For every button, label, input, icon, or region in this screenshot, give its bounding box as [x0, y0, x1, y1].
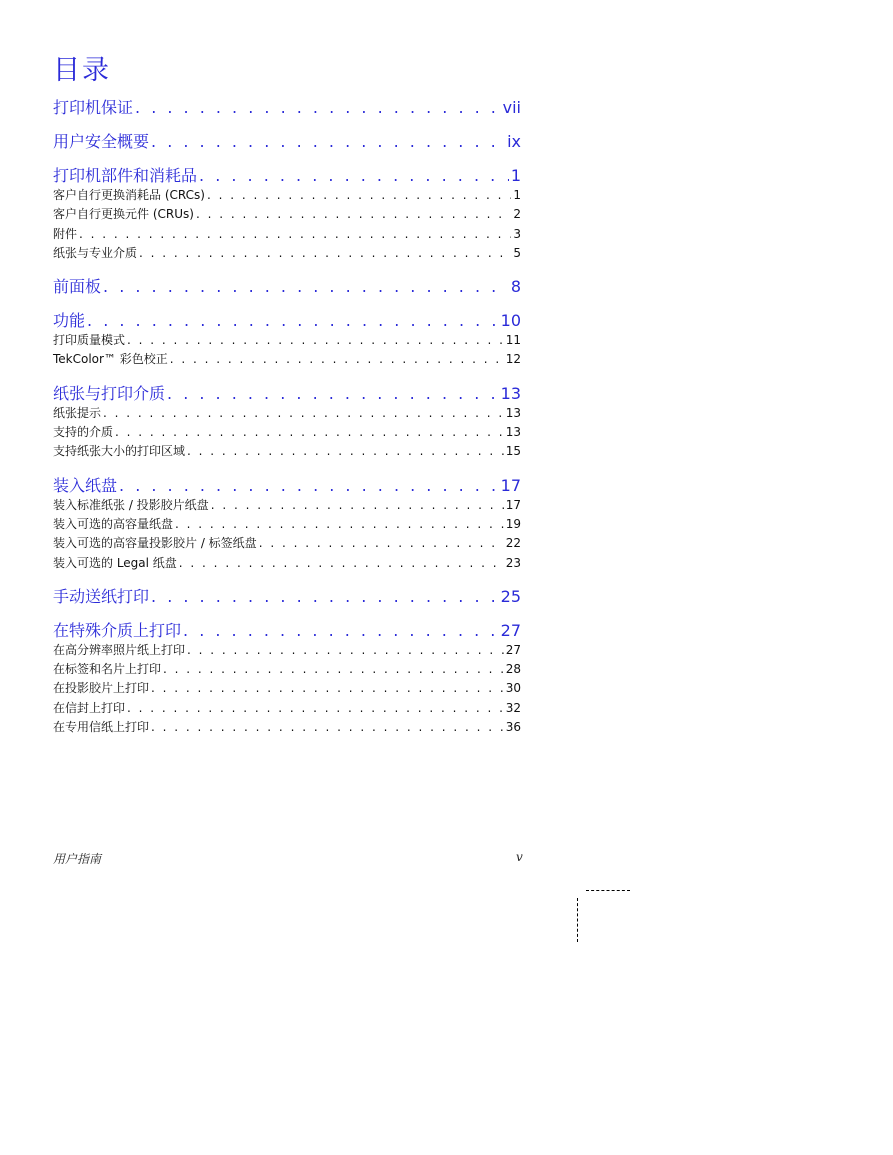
toc-subentry[interactable] [53, 660, 521, 679]
toc-section [53, 152, 521, 263]
chapter-page-number: 13 [500, 383, 521, 403]
dot-leader [167, 384, 499, 404]
subentry-label: 在投影胶片上打印 [53, 681, 150, 696]
subentry-label: 支持纸张大小的打印区域 [53, 444, 186, 459]
toc-subentry[interactable] [53, 641, 521, 660]
toc-subentry[interactable] [53, 350, 521, 369]
toc-subentry[interactable] [53, 496, 521, 515]
footer-page-number: v [516, 850, 523, 864]
toc-subentry[interactable] [53, 186, 521, 205]
dot-leader [259, 534, 504, 553]
dot-leader [207, 186, 511, 205]
subentry-label: 在标签和名片上打印 [53, 662, 162, 677]
toc-subentry[interactable] [53, 679, 521, 698]
toc-chapter-entry[interactable] [53, 311, 521, 331]
subentry-label: 纸张提示 [53, 405, 102, 420]
toc-chapter-entry[interactable] [53, 587, 521, 607]
subentry-page-number: 13 [505, 425, 521, 440]
subentry-label: 在高分辨率照片纸上打印 [53, 642, 186, 657]
toc-section [53, 297, 521, 370]
subentry-label: 装入可选的高容量投影胶片 / 标签纸盘 [53, 536, 257, 551]
subentry-label: 在信封上打印 [53, 700, 126, 715]
subentry-page-number: 32 [505, 700, 521, 715]
subentry-page-number: 28 [505, 662, 521, 677]
chapter-page-number: 8 [510, 277, 521, 297]
dot-leader [175, 515, 504, 534]
chapter-title: 在特殊介质上打印 [53, 620, 182, 640]
subentry-label: 附件 [53, 226, 78, 241]
chapter-title: 前面板 [53, 277, 102, 297]
toc-subentry[interactable] [53, 225, 521, 244]
subentry-page-number: 3 [513, 226, 521, 241]
crop-mark-vertical [577, 898, 578, 942]
dot-leader [115, 423, 504, 442]
subentry-page-number: 36 [505, 720, 521, 735]
toc-chapter-entry[interactable] [53, 98, 521, 118]
page-title: 目录 [53, 55, 111, 86]
subentry-label: 装入标准纸张 / 投影胶片纸盘 [53, 497, 209, 512]
dot-leader [151, 132, 505, 152]
dot-leader [79, 225, 511, 244]
toc-subentry[interactable] [53, 699, 521, 718]
dot-leader [151, 679, 504, 698]
toc-subentry[interactable] [53, 515, 521, 534]
chapter-page-number: 17 [500, 475, 521, 495]
dot-leader [127, 331, 504, 350]
toc-section [53, 573, 521, 607]
dot-leader [103, 404, 504, 423]
chapter-title: 用户安全概要 [53, 132, 150, 151]
subentry-label: 在专用信纸上打印 [53, 720, 150, 735]
toc-subentry[interactable] [53, 718, 521, 737]
dot-leader [211, 496, 504, 515]
subentry-label: 纸张与专业介质 [53, 245, 138, 260]
subentry-page-number: 19 [505, 516, 521, 531]
subentry-page-number: 2 [513, 207, 521, 222]
toc-section [53, 462, 521, 573]
toc-chapter-entry[interactable] [53, 132, 521, 152]
chapter-page-number: 27 [500, 620, 521, 640]
dot-leader [87, 311, 499, 331]
toc-subentry[interactable] [53, 404, 521, 423]
subentry-page-number: 23 [505, 555, 521, 570]
dot-leader [183, 621, 499, 641]
toc-subentry[interactable] [53, 534, 521, 553]
toc-subentry[interactable] [53, 442, 521, 461]
toc-section [53, 263, 521, 297]
chapter-page-number: 1 [510, 166, 521, 185]
table-of-contents [53, 98, 521, 737]
toc-chapter-entry[interactable] [53, 166, 521, 186]
chapter-title: 打印机保证 [53, 98, 134, 117]
subentry-page-number: 22 [505, 536, 521, 551]
chapter-page-number: 10 [500, 311, 521, 331]
dot-leader [151, 587, 499, 607]
subentry-page-number: 12 [505, 352, 521, 367]
toc-subentry[interactable] [53, 554, 521, 573]
dot-leader [199, 166, 509, 186]
toc-chapter-entry[interactable] [53, 384, 521, 404]
dot-leader [187, 641, 504, 660]
dot-leader [139, 244, 511, 263]
subentry-page-number: 27 [505, 642, 521, 657]
subentry-label: 客户自行更换消耗品 (CRCs) [53, 188, 205, 202]
subentry-page-number: 15 [505, 444, 521, 459]
toc-subentry[interactable] [53, 244, 521, 263]
dot-leader [127, 699, 504, 718]
dot-leader [187, 442, 504, 461]
toc-chapter-entry[interactable] [53, 277, 521, 297]
toc-subentry[interactable] [53, 331, 521, 350]
toc-chapter-entry[interactable] [53, 621, 521, 641]
toc-section [53, 98, 521, 118]
chapter-title: 装入纸盘 [53, 475, 118, 495]
dot-leader [135, 98, 501, 118]
chapter-title: 打印机部件和消耗品 [53, 166, 198, 185]
chapter-page-number: vii [502, 98, 521, 117]
chapter-page-number: ix [507, 132, 521, 151]
toc-subentry[interactable] [53, 423, 521, 442]
chapter-page-number: 25 [500, 586, 521, 606]
chapter-title: 功能 [53, 311, 86, 331]
toc-subentry[interactable] [53, 205, 521, 224]
toc-section [53, 118, 521, 152]
subentry-label: 支持的介质 [53, 425, 114, 440]
toc-section [53, 607, 521, 737]
subentry-page-number: 17 [505, 497, 521, 512]
chapter-title: 纸张与打印介质 [53, 383, 166, 403]
subentry-page-number: 11 [505, 333, 521, 348]
subentry-page-number: 1 [513, 188, 521, 202]
footer-title: 用户指南 [53, 852, 102, 866]
dot-leader [179, 554, 504, 573]
dot-leader [119, 476, 499, 496]
subentry-label: 打印质量模式 [53, 333, 126, 348]
toc-section [53, 370, 521, 462]
subentry-label: 装入可选的 Legal 纸盘 [53, 555, 177, 570]
subentry-page-number: 5 [513, 245, 521, 260]
dot-leader [163, 660, 504, 679]
subentry-label: TekColor™ 彩色校正 [53, 352, 168, 367]
chapter-title: 手动送纸打印 [53, 586, 150, 606]
dot-leader [170, 350, 504, 369]
toc-chapter-entry[interactable] [53, 476, 521, 496]
subentry-label: 客户自行更换元件 (CRUs) [53, 207, 194, 222]
subentry-page-number: 30 [505, 681, 521, 696]
dot-leader [151, 718, 504, 737]
subentry-page-number: 13 [505, 405, 521, 420]
subentry-label: 装入可选的高容量纸盘 [53, 516, 174, 531]
dot-leader [196, 205, 511, 224]
dot-leader [103, 277, 509, 297]
crop-mark-horizontal [586, 890, 630, 891]
